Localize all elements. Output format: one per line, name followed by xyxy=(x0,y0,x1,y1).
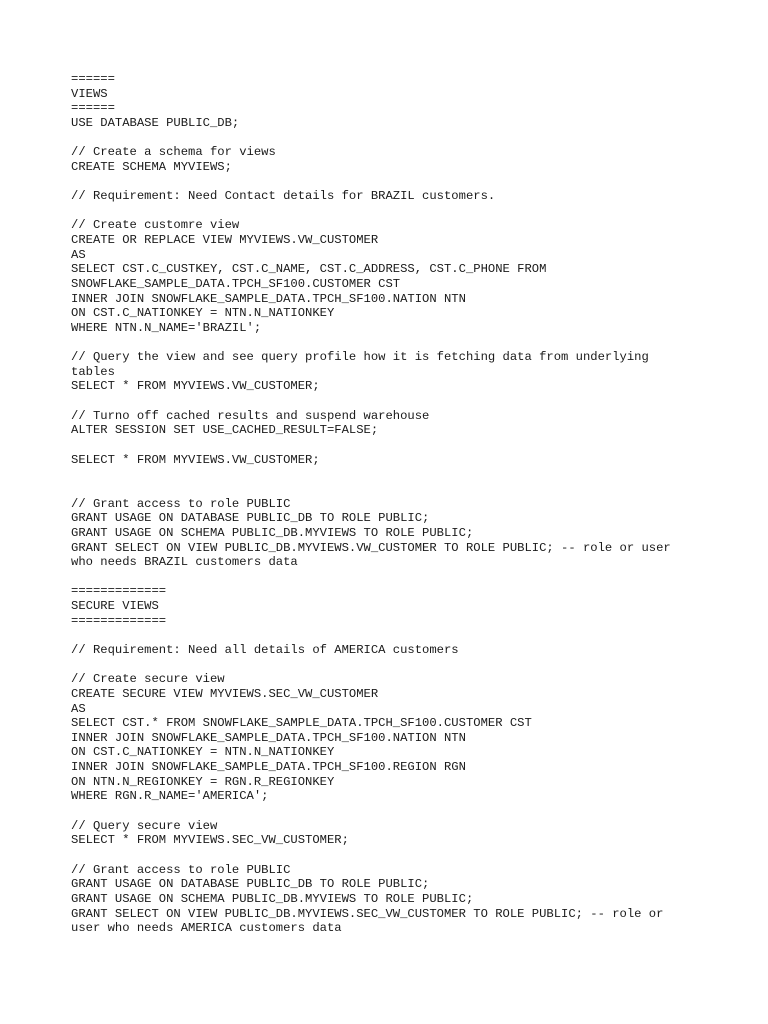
code-line: INNER JOIN SNOWFLAKE_SAMPLE_DATA.TPCH_SF100.NATION NTN xyxy=(71,730,466,745)
blank-line xyxy=(71,482,711,497)
code-line: ====== xyxy=(71,72,115,86)
blank-line xyxy=(71,658,711,673)
blank-line xyxy=(71,336,711,351)
code-line: // Create secure view xyxy=(71,672,225,687)
code-line: // Grant access to role PUBLIC xyxy=(71,496,291,511)
code-line: // Requirement: Need Contact details for BRAZIL customers. xyxy=(71,189,496,204)
code-line: // Requirement: Need all details of AMERICA customers xyxy=(71,642,459,657)
code-line: tables xyxy=(71,364,115,379)
code-line: // Grant access to role PUBLIC xyxy=(71,862,291,877)
blank-line xyxy=(71,467,711,482)
code-line: SELECT * FROM MYVIEWS.VW_CUSTOMER; xyxy=(71,379,320,394)
code-line: INNER JOIN SNOWFLAKE_SAMPLE_DATA.TPCH_SF100.NATION NTN xyxy=(71,291,466,306)
code-line: INNER JOIN SNOWFLAKE_SAMPLE_DATA.TPCH_SF100.REGION RGN xyxy=(71,760,466,775)
code-line: CREATE SECURE VIEW MYVIEWS.SEC_VW_CUSTOMER xyxy=(71,686,379,701)
code-line: // Turno off cached results and suspend warehouse xyxy=(71,408,430,423)
code-line: ON CST.C_NATIONKEY = NTN.N_NATIONKEY xyxy=(71,306,335,321)
blank-line xyxy=(71,628,711,643)
code-line: GRANT SELECT ON VIEW PUBLIC_DB.MYVIEWS.VW_CUSTOMER TO ROLE PUBLIC; -- role or user xyxy=(71,540,671,555)
code-line: AS xyxy=(71,247,86,262)
blank-line xyxy=(71,204,711,219)
code-line: GRANT USAGE ON SCHEMA PUBLIC_DB.MYVIEWS TO ROLE PUBLIC; xyxy=(71,891,474,906)
code-line: ON CST.C_NATIONKEY = NTN.N_NATIONKEY xyxy=(71,745,335,760)
code-line: CREATE OR REPLACE VIEW MYVIEWS.VW_CUSTOMER xyxy=(71,233,379,248)
code-line: GRANT USAGE ON SCHEMA PUBLIC_DB.MYVIEWS TO ROLE PUBLIC; xyxy=(71,525,474,540)
code-line: ON NTN.N_REGIONKEY = RGN.R_REGIONKEY xyxy=(71,774,335,789)
code-line: WHERE RGN.R_NAME='AMERICA'; xyxy=(71,789,269,804)
blank-line xyxy=(71,570,711,585)
code-line: SELECT * FROM MYVIEWS.SEC_VW_CUSTOMER; xyxy=(71,833,349,848)
code-line: SELECT * FROM MYVIEWS.VW_CUSTOMER; xyxy=(71,452,320,467)
code-line: GRANT SELECT ON VIEW PUBLIC_DB.MYVIEWS.SEC_VW_CUSTOMER TO ROLE PUBLIC; -- role or xyxy=(71,906,664,921)
code-line: user who needs AMERICA customers data xyxy=(71,921,342,936)
code-line: ============= xyxy=(71,584,167,599)
code-line: ====== xyxy=(71,101,115,116)
code-line: VIEWS xyxy=(71,86,108,101)
code-line: SNOWFLAKE_SAMPLE_DATA.TPCH_SF100.CUSTOMER CST xyxy=(71,276,401,291)
code-line: GRANT USAGE ON DATABASE PUBLIC_DB TO ROLE PUBLIC; xyxy=(71,877,430,892)
blank-line xyxy=(71,438,711,453)
code-line: ============= xyxy=(71,613,167,628)
code-line: CREATE SCHEMA MYVIEWS; xyxy=(71,159,232,174)
code-line: ALTER SESSION SET USE_CACHED_RESULT=FALSE; xyxy=(71,423,379,438)
code-line: // Create customre view xyxy=(71,218,240,233)
code-line: // Query the view and see query profile how it is fetching data from underlying xyxy=(71,350,649,365)
code-line: who needs BRAZIL customers data xyxy=(71,555,298,570)
code-line: AS xyxy=(71,701,86,716)
blank-line xyxy=(71,131,711,146)
code-line: SELECT CST.* FROM SNOWFLAKE_SAMPLE_DATA.TPCH_SF100.CUSTOMER CST xyxy=(71,716,532,731)
blank-line xyxy=(71,394,711,409)
code-line: USE DATABASE PUBLIC_DB; xyxy=(71,115,240,130)
code-line: // Create a schema for views xyxy=(71,145,276,160)
blank-line xyxy=(71,804,711,819)
code-line: SECURE VIEWS xyxy=(71,599,159,614)
document-body xyxy=(71,72,711,936)
blank-line xyxy=(71,174,711,189)
code-line: // Query secure view xyxy=(71,818,218,833)
code-line: GRANT USAGE ON DATABASE PUBLIC_DB TO ROLE PUBLIC; xyxy=(71,511,430,526)
blank-line xyxy=(71,848,711,863)
code-line: SELECT CST.C_CUSTKEY, CST.C_NAME, CST.C_ADDRESS, CST.C_PHONE FROM xyxy=(71,262,547,277)
code-line: WHERE NTN.N_NAME='BRAZIL'; xyxy=(71,320,262,335)
